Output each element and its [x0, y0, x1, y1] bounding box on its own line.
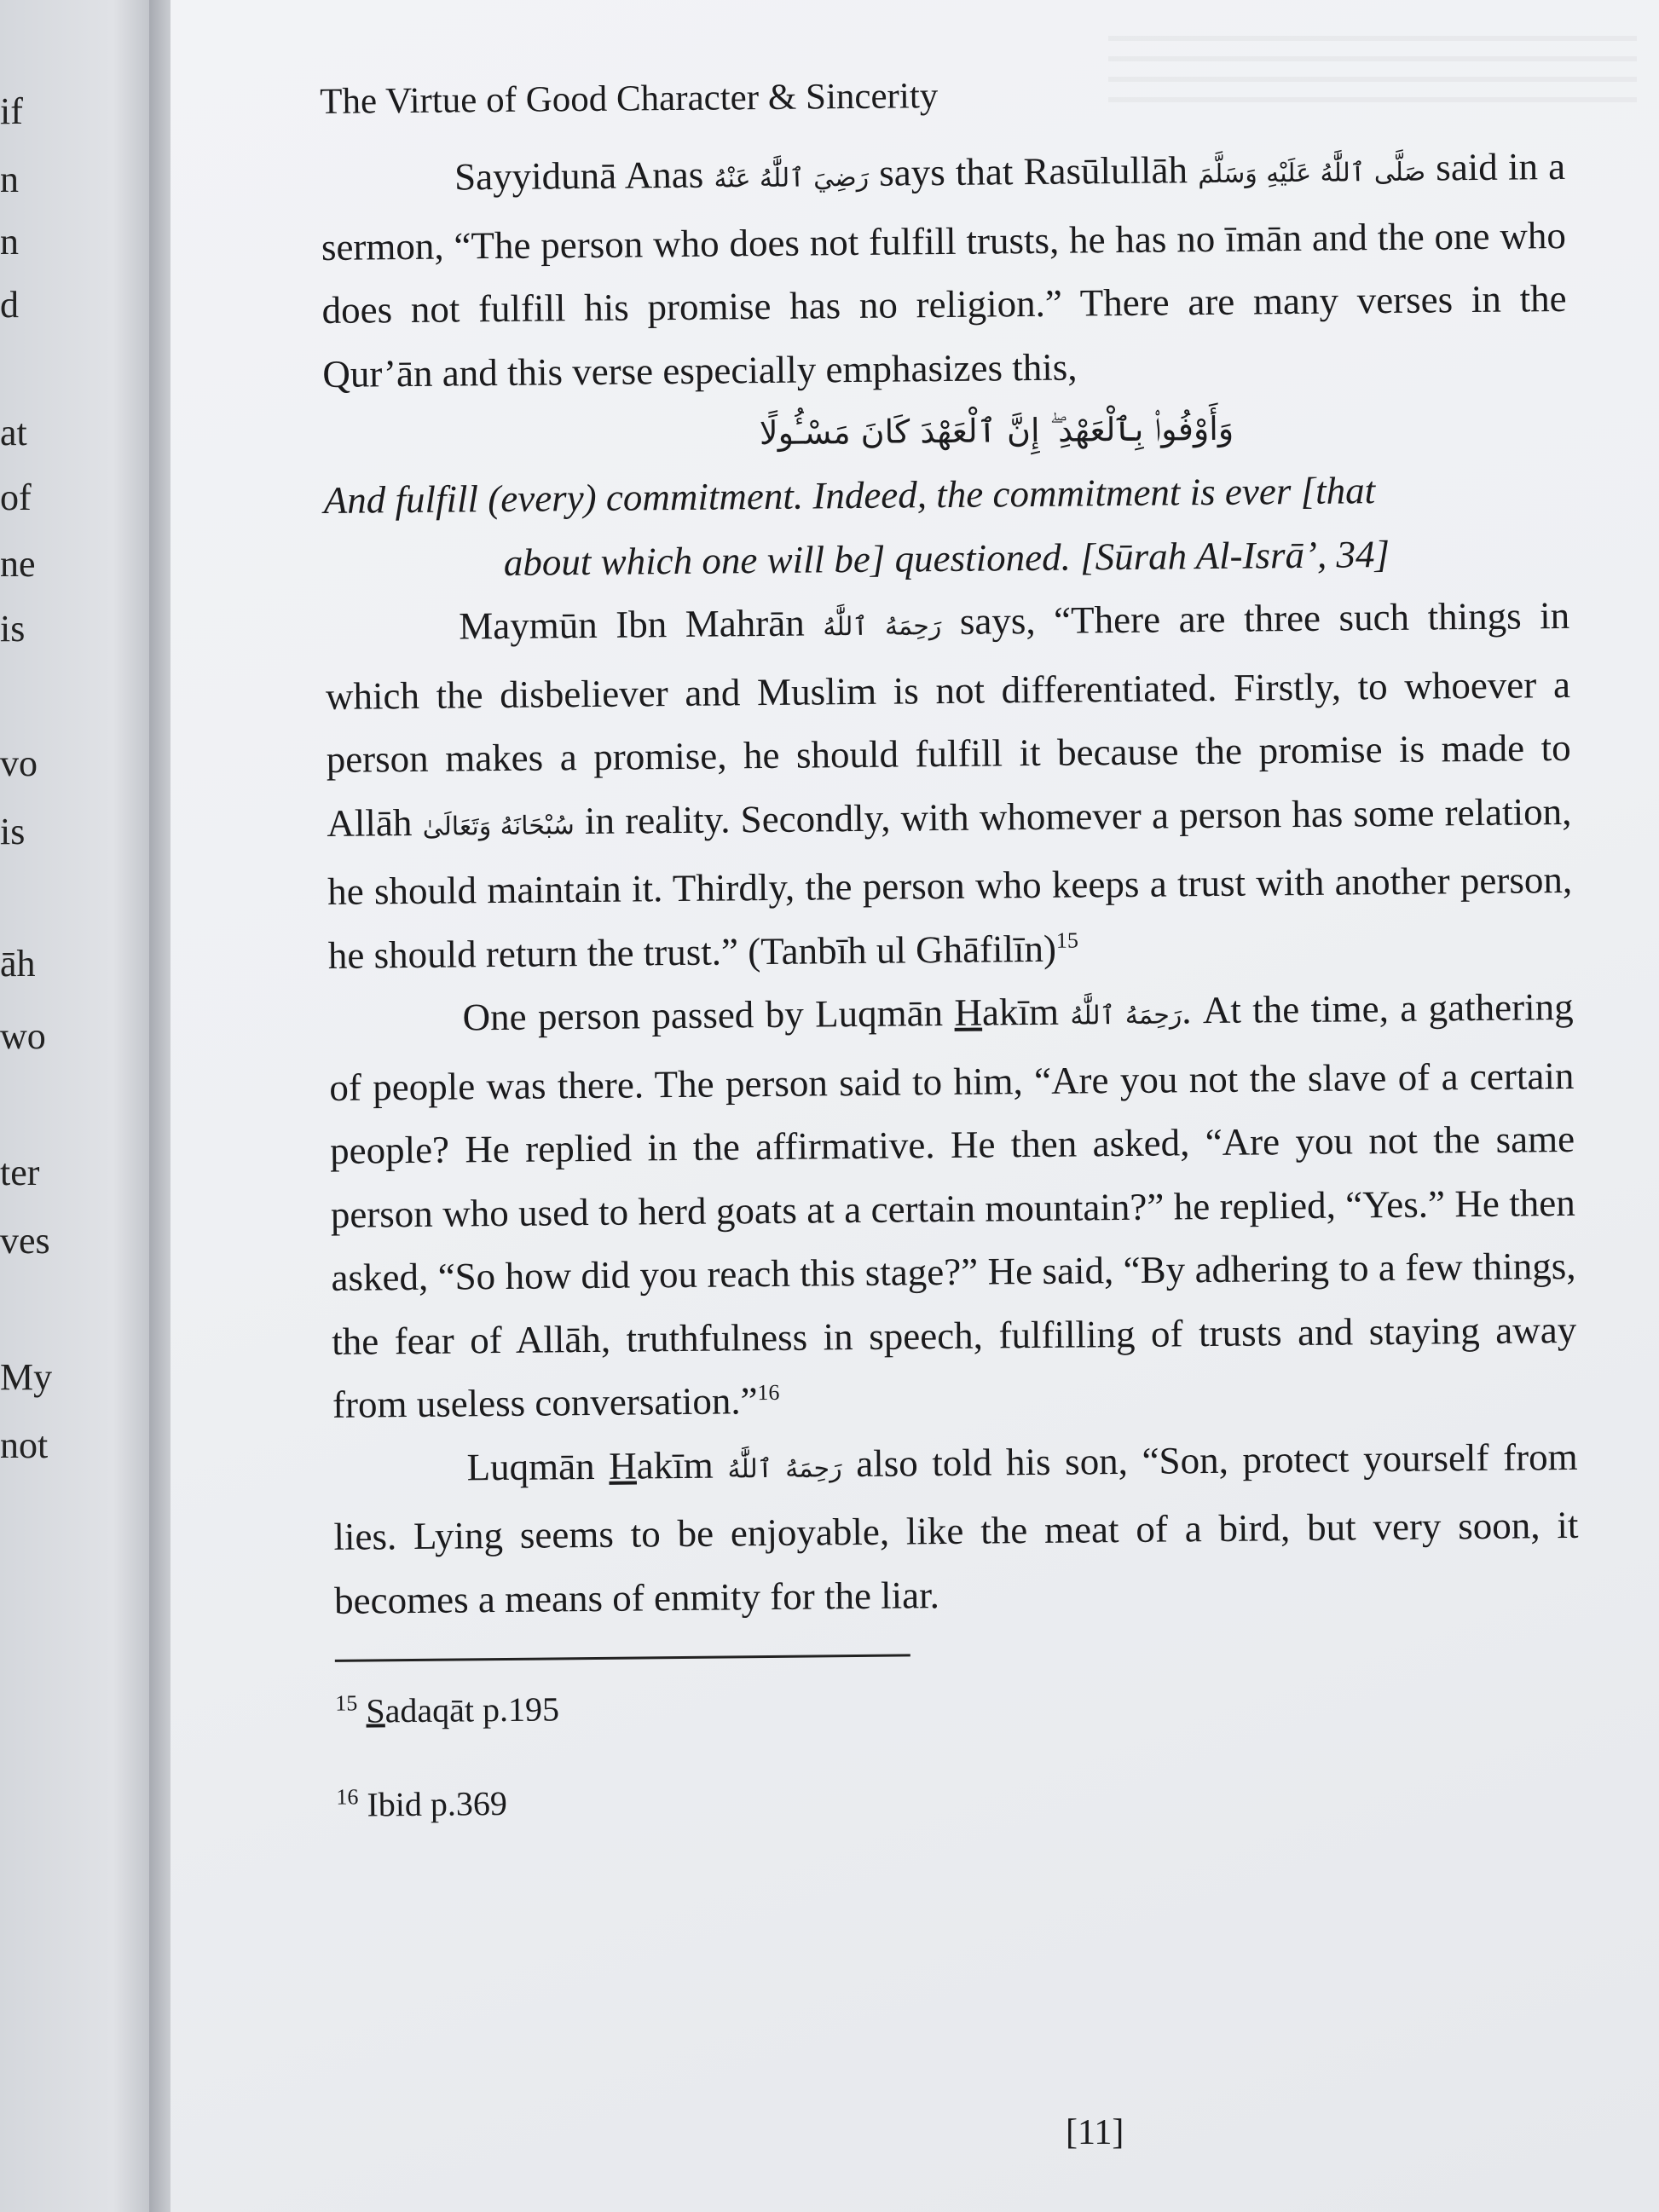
underlined-letter: H [954, 990, 983, 1034]
verse-translation-line-1: And fulfill (every) commitment. Indeed, the commitment is ever [that [323, 469, 1376, 522]
facing-page [0, 0, 162, 2212]
footnote-text: Ibid p.369 [367, 1783, 508, 1824]
footnote-16 [336, 1768, 1581, 1831]
text: . At the time, a gathering of people was there. The person said to him, “Are you not the slave of a certain people? He replied in the affirmative. He then asked, “Are you not the same person who used to herd goats at a certain mountain?” he replied, “Yes.” He then asked, “So how did you reach this stage?” He said, “By adhering to a few things, the fear of Allāh, truthfulness in speech, fulfilling of trusts and staying away from useless conversation.” [329, 985, 1577, 1426]
footnote-number: 15 [335, 1690, 358, 1716]
underlined-letter: S [366, 1691, 385, 1730]
facing-page-fragment: if [0, 90, 23, 132]
text: akīm [981, 990, 1071, 1034]
honorific-salawat: صَلَّى ٱللَّٰهُ عَلَيْهِ وَسَلَّمَ [1198, 157, 1426, 190]
facing-page-fragment: ter [0, 1152, 40, 1193]
text: says that Rasūlullāh [868, 148, 1199, 194]
arabic-verse: وَأَوْفُوا۟ بِٱلْعَهْدِ ۖ إِنَّ ٱلْعَهْدَ كَانَ مَسْـُٔولًا [759, 409, 1234, 453]
facing-page-fragment: vo [0, 742, 38, 784]
paragraph-luqman-2 [332, 1424, 1579, 1632]
running-title: The Virtue of Good Character & Sincerity [320, 76, 939, 122]
facing-page-fragment: āh [0, 943, 36, 985]
facing-page-fragment: wo [0, 1015, 46, 1057]
facing-page-fragment: is [0, 811, 26, 852]
footnote-ref: 16 [757, 1379, 780, 1406]
text: Luqmān [466, 1444, 610, 1488]
paragraph-anas [321, 135, 1568, 406]
footnote-rule [335, 1654, 910, 1661]
footnote-number: 16 [336, 1784, 359, 1810]
facing-page-fragment: is [0, 608, 26, 650]
book-page [171, 0, 1659, 2212]
verse-translation-line-2: about which one will be] questioned. [Sūrah Al-Isrā’, 34] [503, 532, 1390, 584]
text: Sayyidunā Anas [454, 153, 714, 199]
text: also told his son, “Son, protect yourself from lies. Lying seems to be enjoyable, like the meat of a bird, but very soon, it becomes a means of enmity for the liar. [333, 1435, 1579, 1622]
facing-page-fragment: My [0, 1356, 53, 1398]
underlined-letter: H [609, 1444, 638, 1487]
honorific-rahimahullah: رَحِمَهُ ٱللَّٰهُ [823, 611, 942, 643]
facing-page-fragment: at [0, 412, 27, 453]
facing-page-fragment: n [0, 159, 19, 200]
text: Maymūn Ibn Mahrān [458, 601, 824, 648]
facing-page-fragment: ne [0, 543, 36, 585]
text: in reality. Secondly, with whomever a person has some relation, he should maintain it. Thirdly, the person who keeps a trust with another person, he should return the trust.” (Tanbīh ul Ghāfilīn) [327, 789, 1573, 977]
page-number: [11] [1066, 2113, 1124, 2152]
honorific-subhanahu: سُبْحَانَهُ وَتَعَالَىٰ [422, 810, 575, 842]
facing-page-fragment: d [0, 284, 19, 326]
footnote-ref: 15 [1055, 927, 1079, 953]
text: One person passed by Luqmān [462, 990, 955, 1039]
facing-page-fragment: ves [0, 1220, 50, 1262]
footnote-15 [335, 1674, 1581, 1737]
facing-page-fragment: n [0, 221, 19, 263]
honorific-rahimahullah: رَحِمَهُ ٱللَّٰهُ [1070, 1000, 1182, 1031]
facing-page-fragment: of [0, 476, 32, 518]
facing-page-fragment: not [0, 1424, 49, 1466]
text: said in a sermon, “The person who does not fulfill trusts, he has no īmān and the one who does not fulfill his promise has no religion.” There are many verses in the Qur’ān and this verse especially emphasizes this, [321, 144, 1567, 396]
text: akīm [636, 1442, 728, 1487]
text: says, “There are three such things in which the disbeliever and Muslim is not differentiated. Firstly, to whoever a person makes a promise, he should fulfill it because the promise is made to Allāh [325, 593, 1571, 845]
page-content [320, 65, 1581, 1874]
honorific-rahimahullah: رَحِمَهُ ٱللَّٰهُ [727, 1453, 842, 1484]
paragraph-luqman-1 [328, 975, 1577, 1436]
footnote-text: adaqāt p.195 [384, 1689, 560, 1730]
paragraph-maymun [325, 584, 1573, 987]
honorific-radiallahu-anhu: رَضِيَ ٱللَّٰهُ عَنْهُ [714, 162, 870, 194]
